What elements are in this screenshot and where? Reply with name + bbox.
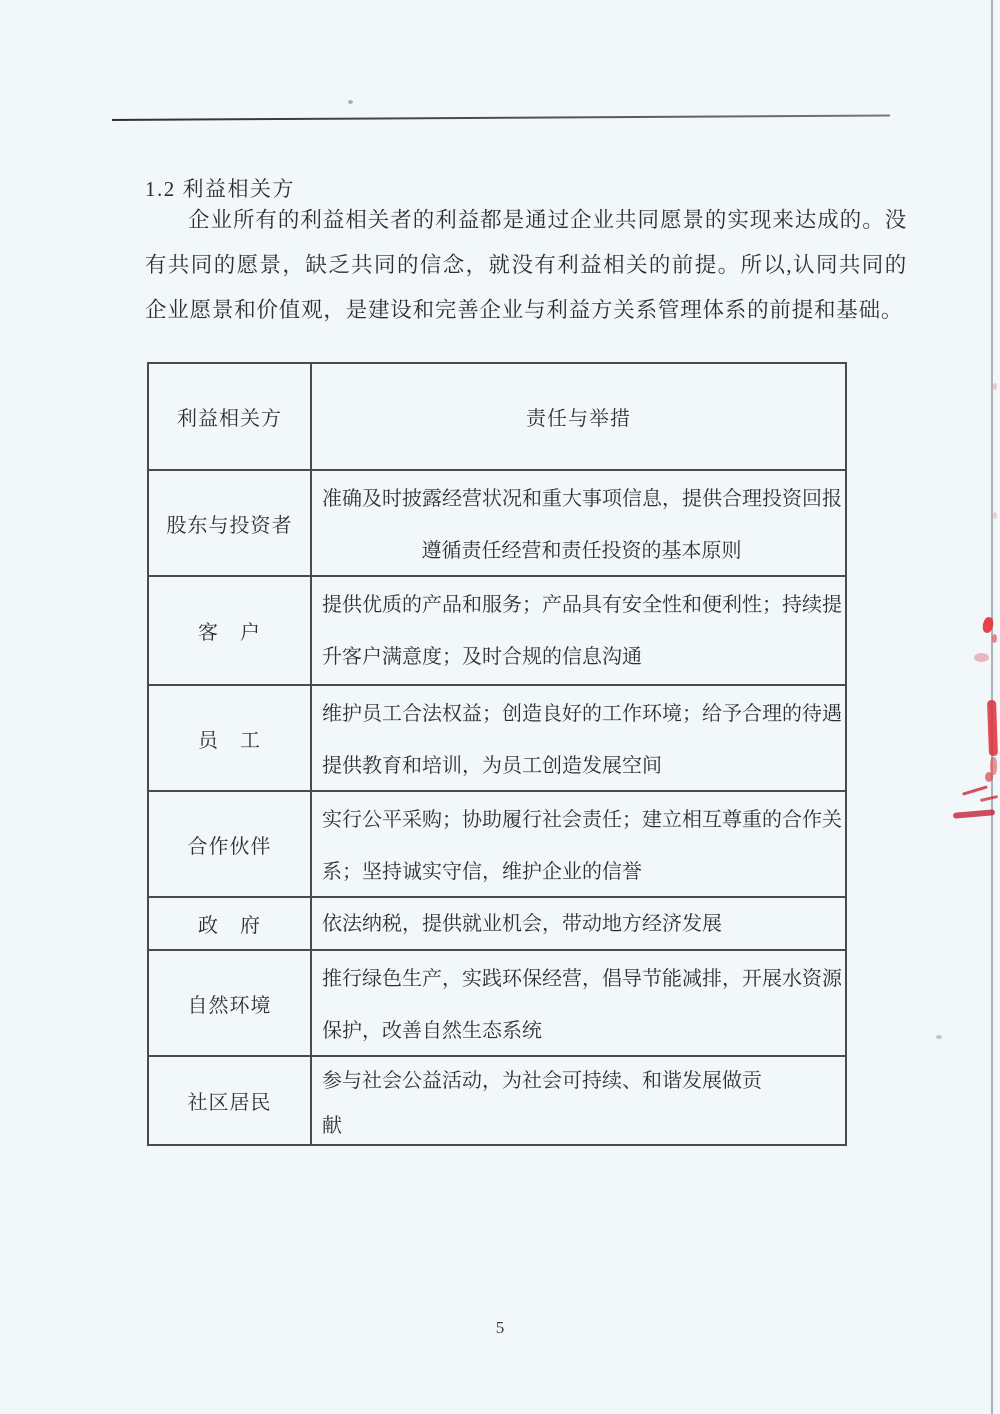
stakeholder-cell: 政 府 xyxy=(149,898,312,949)
duty-line: 实行公平采购；协助履行社会责任；建立相互尊重的合作关 xyxy=(322,809,842,831)
duty-line: 推行绿色生产，实践环保经营，倡导节能减排，开展水资源 xyxy=(322,968,842,990)
duty-line: 提供优质的产品和服务；产品具有安全性和便利性；持续提 xyxy=(322,594,842,616)
red-ink-stroke xyxy=(980,795,998,802)
duty-line: 准确及时披露经营状况和重大事项信息，提供合理投资回报 xyxy=(322,488,842,510)
stakeholder-cell: 合作伙伴 xyxy=(149,792,312,896)
duty-cell xyxy=(312,686,845,790)
table-row-customers xyxy=(149,575,845,684)
duty-cell xyxy=(312,792,845,896)
section-heading: 1.2 利益相关方 xyxy=(145,177,295,201)
duty-line: 依法纳税，提供就业机会，带动地方经济发展 xyxy=(322,912,722,935)
duty-cell xyxy=(312,1057,845,1144)
duty-line: 遵循责任经营和责任投资的基本原则 xyxy=(421,540,742,562)
duty-cell xyxy=(312,898,845,949)
table-row-environment xyxy=(149,949,845,1055)
scan-speck xyxy=(348,100,353,104)
table-row-shareholders xyxy=(149,469,845,575)
stakeholder-cell: 股东与投资者 xyxy=(149,471,312,575)
duty-line: 参与社会公益活动，为社会可持续、和谐发展做贡 xyxy=(322,1070,762,1092)
stakeholder-cell: 社区居民 xyxy=(149,1057,312,1144)
duty-line: 保护，改善自然生态系统 xyxy=(322,1020,542,1042)
table-row-community xyxy=(149,1055,845,1144)
red-ink-stroke xyxy=(962,785,988,795)
table-row-government xyxy=(149,896,845,949)
table-header-row xyxy=(149,364,845,469)
red-ink-speck xyxy=(993,383,997,390)
table-header-duty: 责任与举措 xyxy=(526,408,631,430)
duty-cell xyxy=(312,951,845,1055)
duty-cell xyxy=(312,577,845,684)
stakeholder-table xyxy=(147,362,847,1146)
body-paragraph: 企业所有的利益相关者的利益都是通过企业共同愿景的实现来达成的。没有共同的愿景，缺乏共同的信念，就没有利益相关的前提。所以,认同共同的企业愿景和价值观，是建设和完善企业与利益方关系管理体系的前提和基础。 xyxy=(145,208,907,322)
table-row-employees xyxy=(149,684,845,790)
stakeholder-cell: 员 工 xyxy=(149,686,312,790)
duty-line: 献 xyxy=(322,1115,342,1137)
stakeholder-cell: 自然环境 xyxy=(149,951,312,1055)
scan-edge-line xyxy=(991,0,993,1414)
duty-line: 提供教育和培训，为员工创造发展空间 xyxy=(322,755,662,777)
header-rule xyxy=(112,115,890,121)
table-row-partners xyxy=(149,790,845,896)
page-number: 5 xyxy=(495,1318,505,1337)
table-header-stakeholder: 利益相关方 xyxy=(149,364,312,469)
stakeholder-cell: 客 户 xyxy=(149,577,312,684)
duty-cell xyxy=(312,471,845,575)
duty-line: 升客户满意度；及时合规的信息沟通 xyxy=(322,646,642,668)
red-ink-stain xyxy=(974,653,989,662)
duty-line: 维护员工合法权益；创造良好的工作环境；给予合理的待遇 xyxy=(322,703,842,725)
red-ink-smudge xyxy=(953,809,995,819)
duty-line: 系；坚持诚实守信，维护企业的信誉 xyxy=(322,861,642,883)
red-ink-speck xyxy=(993,512,997,519)
scan-speck xyxy=(936,1035,942,1039)
